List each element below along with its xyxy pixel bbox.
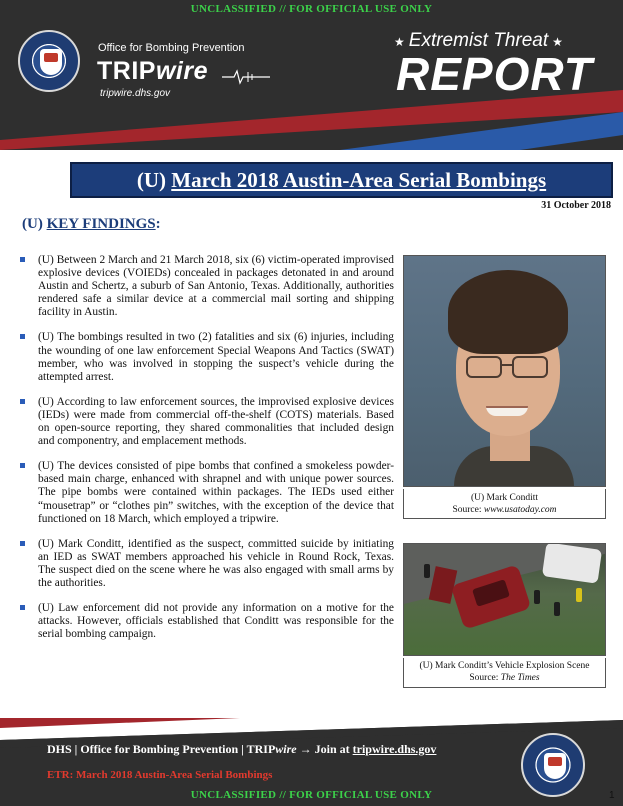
key-findings-list [16,254,394,653]
tripwire-url: tripwire.dhs.gov [100,88,171,99]
report-title: (U) March 2018 Austin-Area Serial Bombings [136,168,547,192]
report-title-box [70,162,613,198]
bullet-icon [20,463,25,468]
finding-item: (U) Law enforcement did not provide any information on a motive for the attacks. However, officials established that Conditt was responsible for the serial bombing campaign. [16,602,394,641]
bullet-icon [20,399,25,404]
report-series-label: ★ Extremist Threat ★ [394,30,563,51]
finding-item: (U) Between 2 March and 21 March 2018, six (6) victim-operated improvised explosive devices (VOIEDs) concealed in packages detonated in and around Austin and Schertz, a suburb of San Antonio, Texas. Additionally, authorities rendered safe a similar device at a commercial mail sorting and shipping facility in Austin. [16,254,394,319]
bullet-icon [20,257,25,262]
bullet-icon [20,334,25,339]
dhs-seal-icon [521,733,585,797]
office-label: Office for Bombing Prevention [98,42,245,54]
finding-item: (U) Mark Conditt, identified as the suspect, committed suicide by initiating an IED as SWAT members approached his vehicle in Round Rock, Texas. The suspect died on the scene where he was also engaged with small arms by the authorities. [16,538,394,590]
classification-banner-top: UNCLASSIFIED // FOR OFFICIAL USE ONLY [190,3,433,15]
bullet-icon [20,605,25,610]
footer-etr-line: ETR: March 2018 Austin-Area Serial Bombings [47,769,273,781]
tripwire-signal-icon [222,68,270,86]
bullet-icon [20,541,25,546]
footer-dhs-line: DHS | Office for Bombing Prevention | TRIPwire → Join at tripwire.dhs.gov [47,742,437,756]
key-findings-heading: (U) KEY FINDINGS: [22,216,161,232]
vehicle-scene-caption: (U) Mark Conditt’s Vehicle Explosion Scene Source: The Times [403,658,606,688]
dhs-seal-icon [18,30,80,92]
finding-item: (U) The devices consisted of pipe bombs that confined a smokeless powder-based main charge, enhanced with shrapnel and with unique power sources. The pipe bombs were contained within packages. The IEDs used either “mousetrap” or “clothes pin” switches, with the exception of the device that functioned on 18 March, which employed a tripwire. [16,460,394,525]
footer-tripwire-link[interactable]: tripwire.dhs.gov [352,742,437,756]
tripwire-logo: TRIPwire [97,57,208,85]
suspect-photo-caption: (U) Mark Conditt Source: www.usatoday.com [403,489,606,519]
finding-item: (U) The bombings resulted in two (2) fatalities and six (6) injuries, including the wounding of one law enforcement Special Weapons And Tactics (SWAT) member, who was involved in stopping the suspect’s vehicle during the attempted arrest. [16,331,394,383]
page-number: 1 [609,790,615,801]
star-icon: ★ [394,35,405,49]
classification-banner-bottom: UNCLASSIFIED // FOR OFFICIAL USE ONLY [190,789,433,801]
star-icon: ★ [552,35,563,49]
report-date: 31 October 2018 [541,200,611,211]
suspect-photo [403,255,606,487]
report-word: REPORT [396,48,593,100]
vehicle-scene-photo [403,543,606,656]
finding-item: (U) According to law enforcement sources, the improvised explosive devices (IEDs) were made from commercial off-the-shelf (COTS) materials. Based on open-source reporting, they shared commonalities that included design and componentry, and emplacement methods. [16,396,394,448]
